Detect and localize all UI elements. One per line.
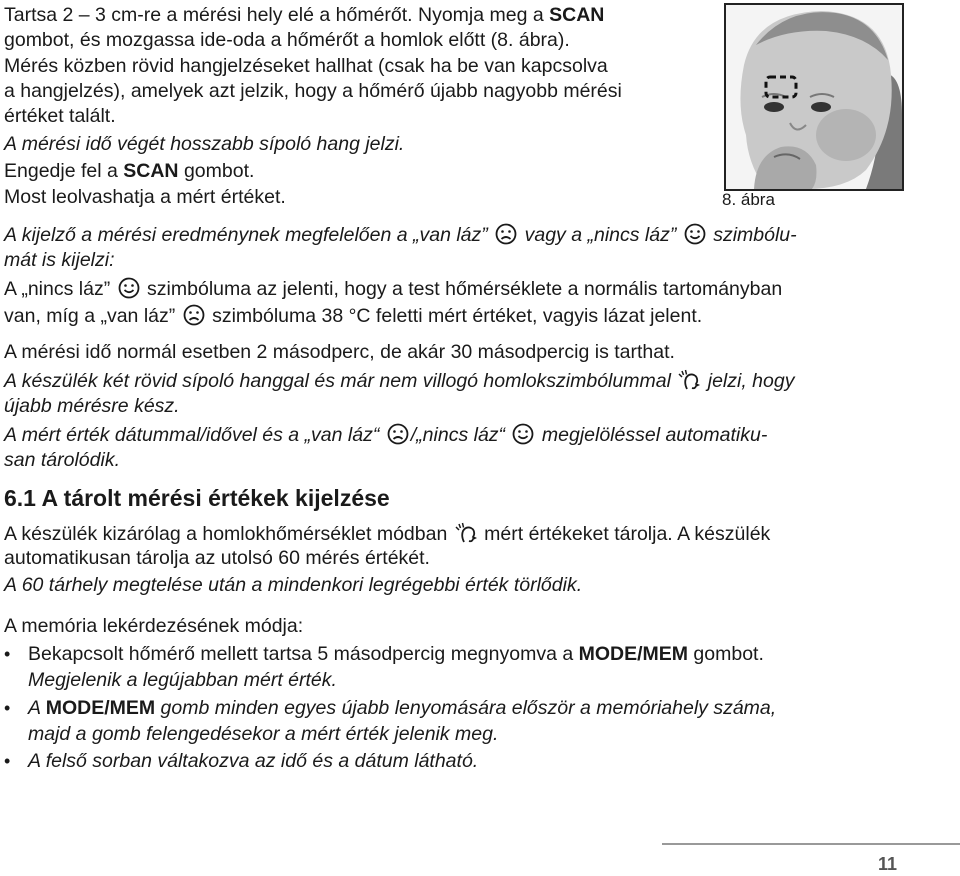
intro-line-7: Engedje fel a SCAN gombot. [4,160,255,182]
intro-line-4: a hangjelzés), amelyek azt jelzik, hogy a hőmérő újabb nagyobb mérési [4,80,622,102]
bullet-marker: • [4,698,11,718]
sad-face-icon [183,304,205,326]
bullet-1-line-1: Bekapcsolt hőmérő mellett tartsa 5 másodpercig megnyomva a MODE/MEM gombot. [28,643,764,665]
smiley-face-icon [512,423,534,445]
results-line-8: A mért érték dátummal/idővel és a „van láz“ /„nincs láz“ megjelöléssel automatiku- [4,424,768,446]
section-heading: 6.1 A tárolt mérési értékek kijelzése [4,485,390,511]
results-line-3: A „nincs láz” szimbóluma az jelenti, hogy a test hőmérséklete a normális tartományban [4,278,783,300]
scan-label: SCAN [123,160,179,182]
forehead-mode-icon [678,369,700,391]
smiley-face-icon [118,277,140,299]
section-line-3: A 60 tárhely megtelése után a mindenkori legrégebbi érték törlődik. [4,574,583,596]
results-line-9: san tárolódik. [4,449,120,471]
mode-mem-label: MODE/MEM [578,643,689,665]
section-line-4: A memória lekérdezésének módja: [4,615,304,637]
scan-label: SCAN [549,4,605,26]
section-line-1: A készülék kizárólag a homlokhőmérséklet módban mért értékeket tárolja. A készülék [4,523,771,545]
intro-line-2: gombot, és mozgassa ide-oda a hőmérőt a homlok előtt (8. ábra). [4,29,570,51]
bullet-marker: • [4,644,11,664]
bullet-1-line-2: Megjelenik a legújabban mért érték. [28,669,337,691]
baby-illustration [726,5,902,189]
bullet-2-line-1: A MODE/MEM gomb minden egyes újabb lenyomására először a memóriahely száma, [28,697,777,719]
intro-line-5: értéket talált. [4,105,116,127]
bullet-3-line-1: A felső sorban váltakozva az idő és a dátum látható. [28,750,479,772]
results-line-2: mát is kijelzi: [4,249,115,271]
sad-face-icon [387,423,409,445]
forehead-mode-icon [455,522,477,544]
results-line-1: A kijelző a mérési eredménynek megfelelően a „van láz” vagy a „nincs láz” szimbólu- [4,224,797,246]
intro-line-8: Most leolvashatja a mért értéket. [4,186,286,208]
sad-face-icon [495,223,517,245]
intro-line-3: Mérés közben rövid hangjelzéseket hallhat (csak ha be van kapcsolva [4,55,608,77]
page-number: 11 [878,854,898,874]
results-line-4: van, míg a „van láz” szimbóluma 38 °C feletti mért értéket, vagyis lázat jelent. [4,305,703,327]
results-line-6: A készülék két rövid sípoló hanggal és már nem villogó homlokszimbólummal jelzi, hogy [4,370,795,392]
mode-mem-label: MODE/MEM [45,697,156,719]
intro-line-6: A mérési idő végét hosszabb sípoló hang jelzi. [4,133,405,155]
figure-caption: 8. ábra [722,190,775,209]
section-line-2: automatikusan tárolja az utolsó 60 mérés értékét. [4,547,430,569]
smiley-face-icon [684,223,706,245]
results-line-5: A mérési idő normál esetben 2 másodperc, de akár 30 másodpercig is tarthat. [4,341,675,363]
baby-photo [724,3,904,191]
footer-rule [662,843,960,845]
intro-line-1: Tartsa 2 – 3 cm-re a mérési hely elé a hőmérőt. Nyomja meg a SCAN [4,4,605,26]
results-line-7: újabb mérésre kész. [4,395,180,417]
bullet-2-line-2: majd a gomb felengedésekor a mért érték jelenik meg. [28,723,499,745]
bullet-marker: • [4,751,11,771]
